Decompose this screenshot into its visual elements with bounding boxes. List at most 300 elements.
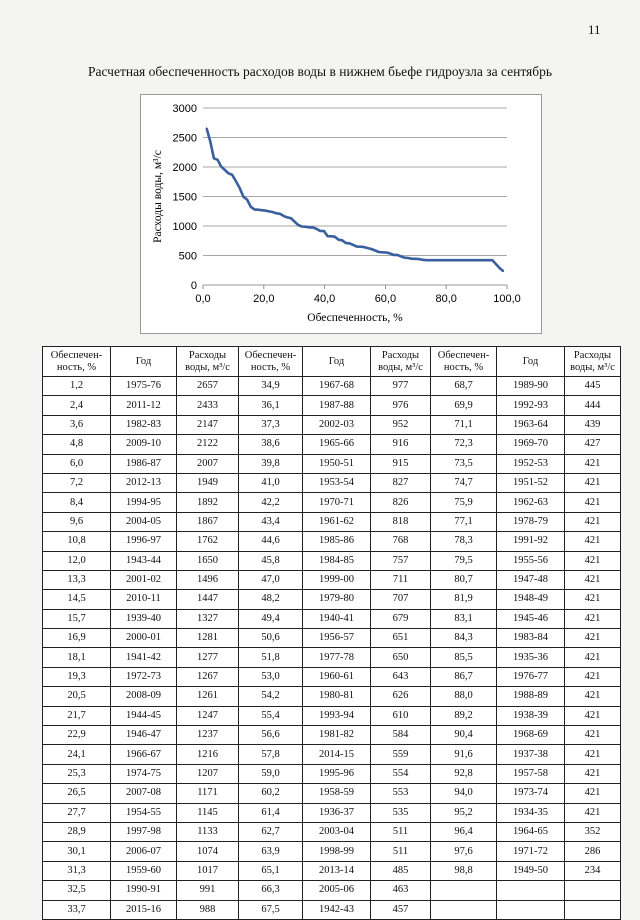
table-cell: 1989-90: [497, 377, 565, 396]
table-cell: 2147: [177, 415, 239, 434]
table-cell: 69,9: [431, 396, 497, 415]
table-cell: 1949: [177, 473, 239, 492]
data-point: [458, 259, 460, 261]
data-point: [224, 169, 226, 171]
data-point: [371, 248, 373, 250]
table-cell: 1978-79: [497, 512, 565, 531]
table-row: [43, 745, 621, 764]
table-cell: 1998-99: [303, 842, 371, 861]
data-point: [473, 259, 475, 261]
data-point: [396, 254, 398, 256]
data-point: [220, 166, 222, 168]
data-point: [503, 270, 505, 272]
table-cell: 421: [565, 551, 621, 570]
table-cell: 1952-53: [497, 454, 565, 473]
data-table: [42, 346, 621, 920]
table-cell: 1447: [177, 590, 239, 609]
table-cell: 1216: [177, 745, 239, 764]
table-row: [43, 803, 621, 822]
table-cell: 2001-02: [111, 570, 177, 589]
table-cell: 421: [565, 512, 621, 531]
data-point: [235, 180, 237, 182]
table-cell: 421: [565, 706, 621, 725]
table-cell: 13,3: [43, 570, 111, 589]
table-row: [43, 900, 621, 919]
table-cell: 1994-95: [111, 493, 177, 512]
table-cell: 43,4: [239, 512, 303, 531]
data-point: [206, 127, 208, 129]
table-cell: 610: [371, 706, 431, 725]
y-tick-label: 1000: [172, 221, 197, 233]
table-cell: 234: [565, 861, 621, 880]
table-cell: 421: [565, 648, 621, 667]
x-tick-label: 100,0: [493, 293, 521, 305]
table-cell: 511: [371, 822, 431, 841]
y-tick-label: 500: [178, 250, 197, 263]
table-cell: 757: [371, 551, 431, 570]
table-row: [43, 881, 621, 900]
table-row: [43, 667, 621, 686]
table-cell: 2003-04: [303, 822, 371, 841]
table-cell: 1985-86: [303, 532, 371, 551]
data-point: [301, 226, 303, 228]
data-point: [382, 252, 384, 254]
table-cell: 559: [371, 745, 431, 764]
table-cell: 55,4: [239, 706, 303, 725]
data-point: [308, 227, 310, 229]
table-cell: 2006-07: [111, 842, 177, 861]
column-header: Расходы воды, м³/с: [177, 347, 239, 377]
table-row: [43, 726, 621, 745]
table-cell: 1956-57: [303, 629, 371, 648]
table-cell: 6,0: [43, 454, 111, 473]
data-point: [228, 173, 230, 175]
table-cell: 1074: [177, 842, 239, 861]
column-header: Обеспечен- ность, %: [43, 347, 111, 377]
table-cell: 1942-43: [303, 900, 371, 919]
table-cell: 30,1: [43, 842, 111, 861]
table-cell: 32,5: [43, 881, 111, 900]
table-cell: 81,9: [431, 590, 497, 609]
table-cell: 1867: [177, 512, 239, 531]
table-cell: 83,1: [431, 609, 497, 628]
data-point: [374, 250, 376, 252]
table-row: [43, 764, 621, 783]
data-point: [257, 209, 259, 211]
data-point: [217, 159, 219, 161]
table-cell: 1982-83: [111, 415, 177, 434]
table-cell: 2007: [177, 454, 239, 473]
table-cell: 27,7: [43, 803, 111, 822]
data-point: [290, 217, 292, 219]
table-cell: [565, 881, 621, 900]
data-point: [250, 206, 252, 208]
data-point: [462, 259, 464, 261]
table-cell: 48,2: [239, 590, 303, 609]
y-tick-label: 2000: [172, 162, 197, 174]
table-cell: 1934-35: [497, 803, 565, 822]
column-header: Обеспечен- ность, %: [431, 347, 497, 377]
table-row: [43, 861, 621, 880]
table-cell: 421: [565, 454, 621, 473]
table-cell: 643: [371, 667, 431, 686]
table-cell: 1940-41: [303, 609, 371, 628]
table-cell: 421: [565, 803, 621, 822]
table-row: [43, 784, 621, 803]
table-cell: 626: [371, 687, 431, 706]
table-row: [43, 590, 621, 609]
data-point: [312, 227, 314, 229]
data-point: [356, 246, 358, 248]
table-cell: 485: [371, 861, 431, 880]
table-cell: 768: [371, 532, 431, 551]
data-point: [327, 235, 329, 237]
data-point: [367, 247, 369, 249]
table-cell: 991: [177, 881, 239, 900]
table-cell: 85,5: [431, 648, 497, 667]
table-cell: 421: [565, 764, 621, 783]
table-cell: 988: [177, 900, 239, 919]
table-row: [43, 706, 621, 725]
data-point: [466, 259, 468, 261]
table-cell: 2012-13: [111, 473, 177, 492]
table-cell: 2015-16: [111, 900, 177, 919]
table-cell: 1944-45: [111, 706, 177, 725]
table-cell: 41,0: [239, 473, 303, 492]
table-cell: 62,7: [239, 822, 303, 841]
table-cell: 2004-05: [111, 512, 177, 531]
data-point: [393, 254, 395, 256]
data-point: [360, 246, 362, 248]
column-header: Расходы воды, м³/с: [565, 347, 621, 377]
table-cell: 421: [565, 609, 621, 628]
table-cell: 1943-44: [111, 551, 177, 570]
data-point: [407, 257, 409, 259]
table-cell: 7,2: [43, 473, 111, 492]
table-cell: 97,6: [431, 842, 497, 861]
data-point: [268, 211, 270, 213]
data-point: [265, 210, 267, 212]
data-point: [492, 259, 494, 261]
data-point: [316, 228, 318, 230]
table-cell: 1959-60: [111, 861, 177, 880]
table-cell: 84,3: [431, 629, 497, 648]
table-cell: 1984-85: [303, 551, 371, 570]
table-cell: 421: [565, 473, 621, 492]
table-cell: 1947-48: [497, 570, 565, 589]
table-cell: 1966-67: [111, 745, 177, 764]
data-point: [400, 256, 402, 258]
table-cell: 1327: [177, 609, 239, 628]
data-point: [283, 215, 285, 217]
data-point: [415, 258, 417, 260]
table-row: [43, 377, 621, 396]
table-cell: 1955-56: [497, 551, 565, 570]
table-cell: [431, 900, 497, 919]
table-cell: 421: [565, 629, 621, 648]
table-cell: 1960-61: [303, 667, 371, 686]
table-cell: 78,3: [431, 532, 497, 551]
data-point: [239, 187, 241, 189]
table-cell: 31,3: [43, 861, 111, 880]
table-cell: 45,8: [239, 551, 303, 570]
table-cell: 65,1: [239, 861, 303, 880]
table-row: [43, 396, 621, 415]
table-row: [43, 609, 621, 628]
x-tick-label: 0,0: [195, 293, 211, 305]
table-cell: [431, 881, 497, 900]
data-point: [334, 236, 336, 238]
table-cell: 1171: [177, 784, 239, 803]
data-point: [243, 196, 245, 198]
data-point: [352, 244, 354, 246]
table-cell: 25,3: [43, 764, 111, 783]
table-cell: 1133: [177, 822, 239, 841]
data-point: [323, 230, 325, 232]
table-cell: 421: [565, 570, 621, 589]
table-cell: 1957-58: [497, 764, 565, 783]
table-cell: 2009-10: [111, 435, 177, 454]
table-cell: 50,6: [239, 629, 303, 648]
table-cell: 53,0: [239, 667, 303, 686]
table-cell: 2000-01: [111, 629, 177, 648]
table-cell: 1997-98: [111, 822, 177, 841]
y-tick-label: 0: [190, 280, 197, 292]
table-cell: [497, 900, 565, 919]
table-cell: 915: [371, 454, 431, 473]
table-cell: 16,9: [43, 629, 111, 648]
x-tick-label: 40,0: [313, 293, 336, 305]
table-cell: 1237: [177, 726, 239, 745]
table-cell: 439: [565, 415, 621, 434]
table-cell: 952: [371, 415, 431, 434]
data-point: [330, 235, 332, 237]
table-cell: 1993-94: [303, 706, 371, 725]
chart-container: [140, 94, 542, 334]
column-header: Обеспечен- ность, %: [239, 347, 303, 377]
table-cell: 1977-78: [303, 648, 371, 667]
table-cell: 1892: [177, 493, 239, 512]
table-row: [43, 822, 621, 841]
table-cell: 1988-89: [497, 687, 565, 706]
data-point: [378, 251, 380, 253]
data-point: [444, 259, 446, 261]
table-cell: 421: [565, 745, 621, 764]
data-point: [488, 259, 490, 261]
table-cell: 28,9: [43, 822, 111, 841]
table-cell: 19,3: [43, 667, 111, 686]
table-cell: 15,7: [43, 609, 111, 628]
x-tick-label: 20,0: [253, 293, 275, 305]
table-cell: 554: [371, 764, 431, 783]
y-tick-label: 1500: [172, 191, 197, 204]
table-cell: 56,6: [239, 726, 303, 745]
series-line: [207, 128, 504, 271]
table-row: [43, 493, 621, 512]
table-cell: 1963-64: [497, 415, 565, 434]
table-cell: 1980-81: [303, 687, 371, 706]
table-cell: 71,1: [431, 415, 497, 434]
data-point: [448, 259, 450, 261]
data-point: [495, 263, 497, 265]
data-point: [429, 259, 431, 261]
table-cell: 1937-38: [497, 745, 565, 764]
table-row: [43, 454, 621, 473]
table-cell: 2013-14: [303, 861, 371, 880]
table-cell: 1990-91: [111, 881, 177, 900]
table-cell: 1277: [177, 648, 239, 667]
table-cell: 1962-63: [497, 493, 565, 512]
table-cell: [565, 900, 621, 919]
table-cell: 1964-65: [497, 822, 565, 841]
table-cell: 651: [371, 629, 431, 648]
table-cell: 1017: [177, 861, 239, 880]
table-row: [43, 473, 621, 492]
data-point: [404, 257, 406, 259]
table-cell: 421: [565, 667, 621, 686]
table-cell: 47,0: [239, 570, 303, 589]
table-cell: 1999-00: [303, 570, 371, 589]
data-point: [231, 174, 233, 176]
data-point: [272, 211, 274, 213]
table-cell: 1145: [177, 803, 239, 822]
table-cell: 4,8: [43, 435, 111, 454]
column-header: Год: [303, 347, 371, 377]
table-cell: 22,9: [43, 726, 111, 745]
table-cell: 1261: [177, 687, 239, 706]
data-point: [440, 259, 442, 261]
table-cell: 95,2: [431, 803, 497, 822]
table-cell: 33,7: [43, 900, 111, 919]
table-cell: 1958-59: [303, 784, 371, 803]
table-cell: 707: [371, 590, 431, 609]
table-cell: 1945-46: [497, 609, 565, 628]
data-point: [338, 239, 340, 241]
table-cell: 1762: [177, 532, 239, 551]
table-cell: 1939-40: [111, 609, 177, 628]
table-cell: 1983-84: [497, 629, 565, 648]
table-cell: 818: [371, 512, 431, 531]
table-cell: 3,6: [43, 415, 111, 434]
table-cell: 10,8: [43, 532, 111, 551]
table-cell: 1965-66: [303, 435, 371, 454]
table-cell: 39,8: [239, 454, 303, 473]
data-point: [279, 213, 281, 215]
table-cell: 1972-73: [111, 667, 177, 686]
table-cell: 2011-12: [111, 396, 177, 415]
table-cell: 74,7: [431, 473, 497, 492]
table-row: [43, 648, 621, 667]
table-cell: 1951-52: [497, 473, 565, 492]
table-cell: 1974-75: [111, 764, 177, 783]
data-point: [345, 242, 347, 244]
table-cell: 711: [371, 570, 431, 589]
table-cell: 66,3: [239, 881, 303, 900]
table-cell: 457: [371, 900, 431, 919]
table-cell: 1,2: [43, 377, 111, 396]
table-row: [43, 842, 621, 861]
table-cell: 421: [565, 493, 621, 512]
table-header-row: [43, 347, 621, 377]
table-cell: 54,2: [239, 687, 303, 706]
table-cell: 511: [371, 842, 431, 861]
table-cell: 977: [371, 377, 431, 396]
table-cell: 34,9: [239, 377, 303, 396]
table-cell: 67,5: [239, 900, 303, 919]
data-point: [261, 209, 263, 211]
table-cell: 679: [371, 609, 431, 628]
table-cell: 2010-11: [111, 590, 177, 609]
table-cell: 37,3: [239, 415, 303, 434]
data-point: [294, 221, 296, 223]
y-tick-label: 3000: [172, 103, 197, 115]
table-cell: 24,1: [43, 745, 111, 764]
data-point: [411, 258, 413, 260]
data-point: [455, 259, 457, 261]
data-point: [422, 259, 424, 261]
table-cell: 75,9: [431, 493, 497, 512]
data-point: [389, 253, 391, 255]
table-cell: 42,2: [239, 493, 303, 512]
page-number: 11: [588, 22, 601, 37]
column-header: Год: [497, 347, 565, 377]
table-cell: 2014-15: [303, 745, 371, 764]
table-cell: 1975-76: [111, 377, 177, 396]
data-point: [433, 259, 435, 261]
table-cell: 88,0: [431, 687, 497, 706]
x-tick-label: 60,0: [374, 293, 397, 305]
data-point: [349, 242, 351, 244]
table-cell: 535: [371, 803, 431, 822]
table-cell: 59,0: [239, 764, 303, 783]
table-cell: 1953-54: [303, 473, 371, 492]
table-cell: 1936-37: [303, 803, 371, 822]
table-cell: 976: [371, 396, 431, 415]
table-cell: 1968-69: [497, 726, 565, 745]
table-cell: 1938-39: [497, 706, 565, 725]
table-cell: 826: [371, 493, 431, 512]
table-cell: 1996-97: [111, 532, 177, 551]
table-cell: 2,4: [43, 396, 111, 415]
table-cell: 72,3: [431, 435, 497, 454]
table-cell: 1995-96: [303, 764, 371, 783]
data-point: [213, 158, 215, 160]
table-row: [43, 687, 621, 706]
table-cell: 352: [565, 822, 621, 841]
data-point: [341, 240, 343, 242]
table-cell: 73,5: [431, 454, 497, 473]
table-cell: 421: [565, 687, 621, 706]
table-cell: 916: [371, 435, 431, 454]
data-point: [275, 212, 277, 214]
table-cell: 1946-47: [111, 726, 177, 745]
table-cell: 79,5: [431, 551, 497, 570]
table-cell: 1949-50: [497, 861, 565, 880]
y-tick-label: 2500: [172, 132, 197, 145]
table-cell: 1992-93: [497, 396, 565, 415]
duration-curve-chart: [141, 95, 541, 333]
table-cell: 1987-88: [303, 396, 371, 415]
table-cell: 12,0: [43, 551, 111, 570]
table-row: [43, 570, 621, 589]
table-cell: 1971-72: [497, 842, 565, 861]
x-tick-label: 80,0: [435, 293, 457, 305]
table-cell: 98,8: [431, 861, 497, 880]
table-cell: 1979-80: [303, 590, 371, 609]
data-point: [297, 224, 299, 226]
table-cell: 427: [565, 435, 621, 454]
table-cell: 444: [565, 396, 621, 415]
